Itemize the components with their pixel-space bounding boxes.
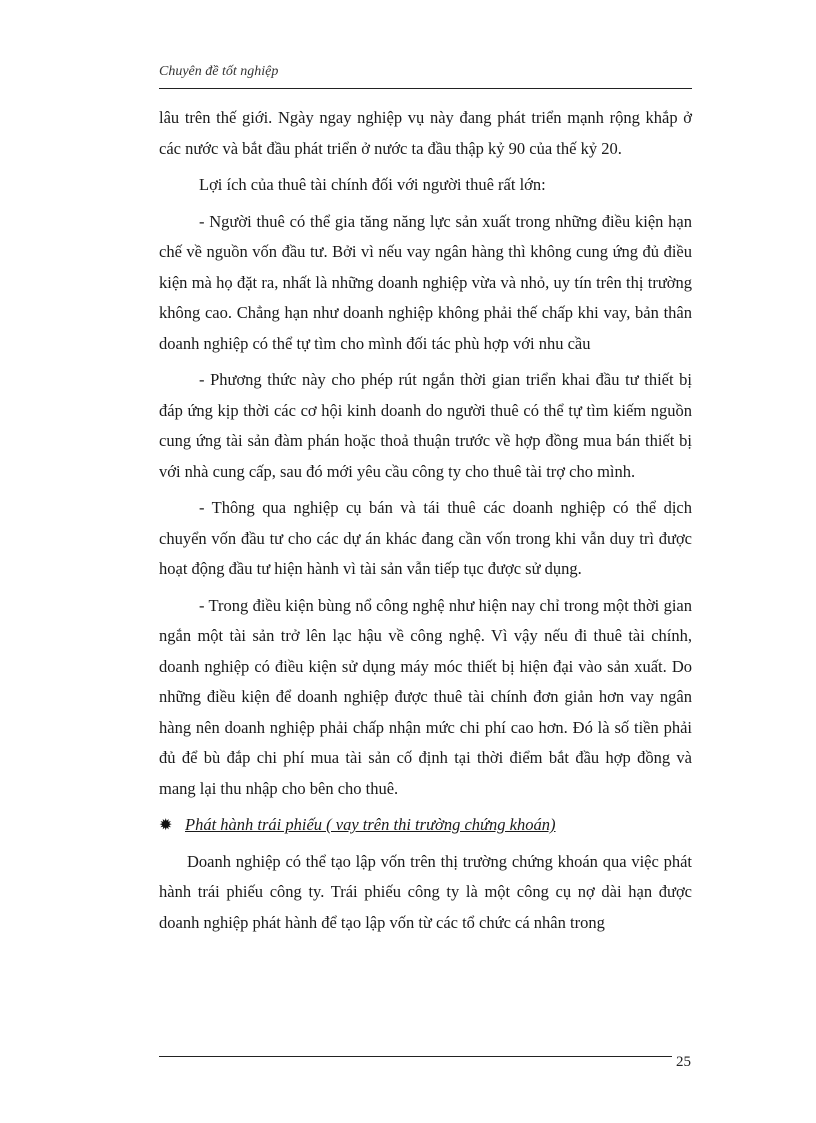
running-header: Chuyên đề tốt nghiệp <box>159 64 279 79</box>
header-rule <box>159 88 692 89</box>
paragraph-bonds: Doanh nghiệp có thể tạo lập vốn trên thị trường chứng khoán qua việc phát hành trái phiếu công ty. Trái phiếu công ty là một công cụ nợ dài hạn được doanh nghiệp phát hành để tạo lập vốn từ các tổ chức cá nhân trong <box>159 851 692 932</box>
section-heading-text: Phát hành trái phiếu ( vay trên thi trường chứng khoán) <box>185 815 556 834</box>
paragraph-benefit-2: - Phương thức này cho phép rút ngắn thời gian triển khai đầu tư thiết bị đáp ứng kịp thời các cơ hội kinh doanh do người thuê có thể tự tìm kiếm nguồn cung ứng tài sản đàm phán hoặc thoả thuận trước về hợp đồng mua bán thiết bị với nhà cung cấp, sau đó mới yêu cầu công ty cho thuê tài trợ cho mình. <box>159 370 692 481</box>
paragraph-continuation: lâu trên thế giới. Ngày ngay nghiệp vụ này đang phát triển mạnh rộng khắp ở các nước và bắt đầu phát triển ở nước ta đầu thập kỷ 90 của thế kỷ 20. <box>159 108 692 158</box>
paragraph-benefit-4: - Trong điều kiện bùng nổ công nghệ như hiện nay chỉ trong một thời gian ngắn một tài sản trở lên lạc hậu về công nghệ. Vì vậy nếu đi thuê tài chính, doanh nghiệp có điều kiện sử dụng máy móc thiết bị hiện đại vào sản xuất. Do những điều kiện để doanh nghiệp được thuê tài chính đơn giản hơn vay ngân hàng nên doanh nghiệp phải chấp nhận mức chi phí cao hơn. Đó là số tiền phải đủ để bù đắp chi phí mua tài sản cố định tại thời điểm bắt đầu hợp đồng và mang lại thu nhập cho bên cho thuê. <box>159 595 692 798</box>
document-body <box>159 103 692 938</box>
section-heading <box>159 810 692 841</box>
flower-bullet-icon: ✹ <box>159 815 173 835</box>
paragraph-intro: Lợi ích của thuê tài chính đối với người thuê rất lớn: <box>199 175 546 194</box>
paragraph-benefit-3: - Thông qua nghiệp cụ bán và tái thuê các doanh nghiệp có thể dịch chuyển vốn đầu tư cho các dự án khác đang cần vốn trong khi vẫn duy trì được hoạt động đầu tư hiện hành vì tài sản vẫn tiếp tục được sử dụng. <box>159 498 692 578</box>
footer-rule <box>159 1056 672 1057</box>
paragraph-benefit-1: - Người thuê có thể gia tăng năng lực sản xuất trong những điều kiện hạn chế về nguồn vốn đầu tư. Bởi vì nếu vay ngân hàng thì không cung ứng đủ điều kiện mà họ đặt ra, nhất là những doanh nghiệp vừa và nhỏ, uy tín trên thị trường không cao. Chẳng hạn như doanh nghiệp không phải thế chấp khi vay, bản thân doanh nghiệp có thể tự tìm cho mình đối tác phù hợp với nhu cầu <box>159 211 692 353</box>
page-number: 25 <box>676 1054 691 1070</box>
